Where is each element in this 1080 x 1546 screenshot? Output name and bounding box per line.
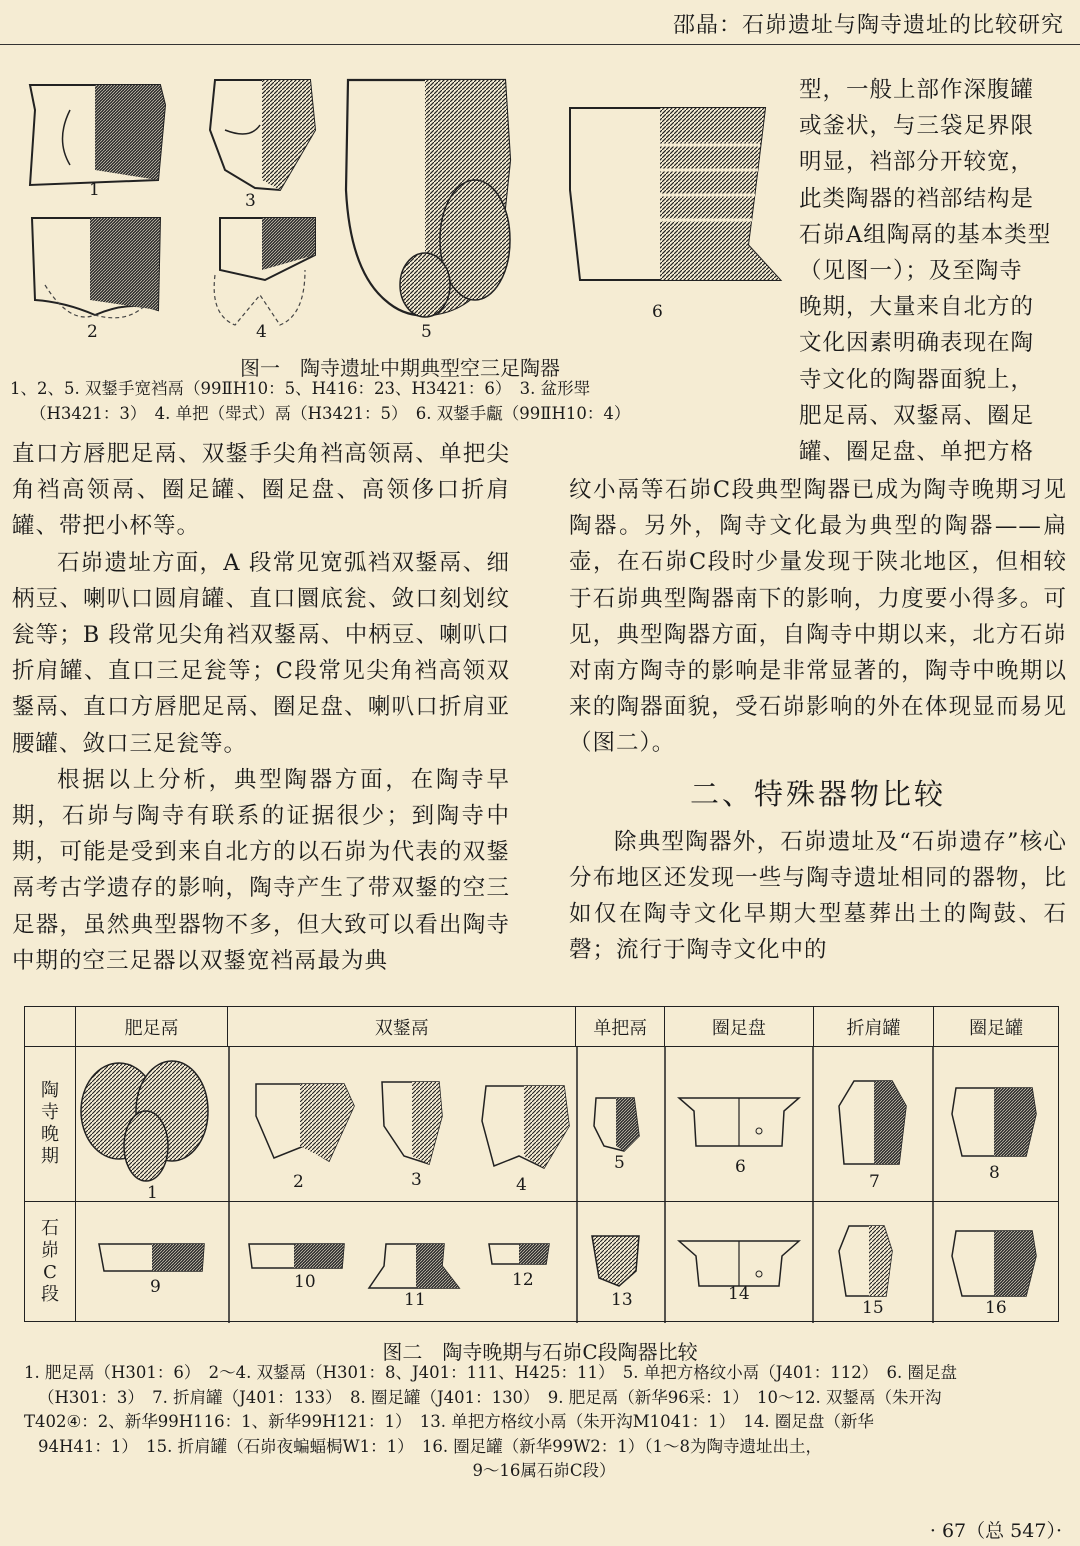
right-column (569, 472, 1067, 969)
table-num: 7 (869, 1172, 880, 1192)
table-num: 11 (404, 1290, 426, 1310)
left-column (12, 436, 510, 979)
vessel-4-drawing (214, 218, 315, 325)
table-num: 14 (728, 1284, 750, 1304)
table-num: 4 (516, 1175, 527, 1195)
figure2-note-line3: T402④：2、新华99H116：1、新华99H121：1） 13. 单把方格纹小鬲（朱开沟M1041：1） 14. 圈足盘（新华 (24, 1412, 874, 1431)
table-num: 15 (862, 1298, 884, 1318)
row-label-shimao (25, 1202, 76, 1322)
row-label-shimao-text: 石峁C段 (40, 1217, 59, 1305)
figure1-drawings (10, 70, 800, 350)
figure1-note-line2: （H3421：3） 4. 单把（斝式）鬲（H3421：5） 6. 双鋬手甗（99ⅡH10：4） (30, 403, 631, 423)
fig1-label-2: 2 (87, 322, 98, 342)
fig1-label-6: 6 (652, 302, 663, 322)
right-top-line-2: 或釜状，与三袋足界限 (799, 113, 1035, 140)
table-num: 3 (411, 1170, 422, 1190)
table-num: 16 (985, 1298, 1007, 1318)
right-top-line-3: 明显，裆部分开较宽， (799, 149, 1035, 176)
table-num: 10 (294, 1272, 316, 1292)
fig1-label-5: 5 (421, 322, 432, 342)
figure2-table (24, 1006, 1059, 1322)
left-para-1: 直口方唇肥足鬲、双鋬手尖角裆高领鬲、单把尖角裆高领鬲、圈足罐、圈足盘、高领侈口折肩罐、带把小杯等。 (12, 441, 510, 540)
right-top-line-1: 型，一般上部作深腹罐 (799, 77, 1035, 103)
page-number: · 67（总 547）· (929, 1520, 1062, 1542)
figure2-note-line1: 1. 肥足鬲（H301：6） 2～4. 双鋬鬲（H301：8、J401：111、H425：11） 5. 单把方格纹小鬲（J401：112） 6. 圈足盘 (24, 1363, 958, 1382)
right-top-line-7: 晚期，大量来自北方的 (799, 294, 1035, 321)
figure2-title: 图二 陶寺晚期与石峁C段陶器比较 (382, 1340, 698, 1364)
table-header: 折肩罐 (813, 1007, 934, 1047)
left-para-2: 石峁遗址方面，A 段常见宽弧裆双鋬鬲、细柄豆、喇叭口圆肩罐、直口圜底瓮、敛口刻划纹瓮等；B 段常见尖角裆双鋬鬲、中柄豆、喇叭口折肩罐、直口三足瓮等；C段常见尖角裆高领双鋬鬲、直口方唇肥足鬲、圈足盘、喇叭口折肩亚腰罐、敛口三足瓮等。 (12, 549, 510, 757)
table-num: 2 (293, 1172, 304, 1192)
vessel-6-drawing (570, 108, 780, 280)
table-num: 9 (150, 1277, 161, 1297)
vessel-5-drawing (346, 80, 510, 317)
row-taosi-cells (75, 1047, 1058, 1202)
table-num: 8 (989, 1163, 1000, 1183)
right-top-column (799, 72, 1067, 470)
right-para-1: 纹小鬲等石峁C段典型陶器已成为陶寺晚期习见陶器。另外，陶寺文化最为典型的陶器——扁壶，在石峁C段时少量发现于陕北地区，但相较于石峁典型陶器南下的影响，力度要小得多。可见，典型陶器方面，自陶寺中期以来，北方石峁对南方陶寺的影响是非常显著的，陶寺中晚期以来的陶器面貌，受石峁影响的外在体现显而易见（图二）。 (569, 477, 1067, 757)
figure2-note-line4: 94H41：1） 15. 折肩罐（石峁夜蝙蝠梮W1：1） 16. 圈足罐（新华99W2：1）（1～8为陶寺遗址出土， (38, 1436, 822, 1456)
table-header: 圈足罐 (934, 1007, 1059, 1047)
fig1-label-3: 3 (245, 191, 256, 211)
figure2-note-line2: （H301：3） 7. 折肩罐（J401：133） 8. 圈足罐（J401：130） 9. 肥足鬲（新华96采：1） 10～12. 双鋬鬲（朱开沟 (38, 1387, 942, 1407)
table-corner (25, 1007, 76, 1047)
table-num: 13 (611, 1290, 633, 1310)
figure1-note (10, 377, 800, 426)
table-header: 单把鬲 (576, 1007, 665, 1047)
fig1-label-4: 4 (256, 322, 267, 342)
header-title: 邵晶：石峁遗址与陶寺遗址的比较研究 (672, 13, 1064, 38)
right-top-line-5: 石峁A组陶鬲的基本类型 (799, 221, 1052, 248)
table-num: 5 (614, 1153, 625, 1173)
left-para-3: 根据以上分析，典型陶器方面，在陶寺早期，石峁与陶寺有联系的证据很少；到陶寺中期，可能是受到来自北方的以石峁为代表的双鋬鬲考古学遗存的影响，陶寺产生了带双鋬的空三足器，虽然典型器物不多，但大致可以看出陶寺中期的空三足器以双鋬宽裆鬲最为典 (12, 766, 510, 974)
figure2-note (24, 1361, 1064, 1484)
right-top-line-11: 罐、圈足盘、单把方格 (799, 439, 1035, 466)
vessel-1-drawing (30, 85, 165, 185)
right-top-line-9: 寺文化的陶器面貌上， (799, 366, 1035, 393)
vessel-2-drawing (32, 218, 160, 318)
table-header: 肥足鬲 (75, 1007, 228, 1047)
table-num: 12 (512, 1270, 534, 1290)
right-top-line-6: （见图一）；及至陶寺 (799, 258, 1023, 285)
right-top-line-8: 文化因素明确表现在陶 (799, 330, 1035, 357)
row-shimao-cells (75, 1202, 1058, 1322)
figure1-note-line1: 1、2、5. 双鋬手宽裆鬲（99ⅡH10：5、H416：23、H3421：6） 3. 盆形斝 (10, 379, 591, 398)
figure1-title: 图一 陶寺遗址中期典型空三足陶器 (240, 356, 560, 380)
figure2-note-line5: 9～16属石峁C段） (472, 1461, 616, 1480)
table-num: 6 (735, 1157, 746, 1177)
right-top-line-10: 肥足鬲、双鋬鬲、圈足 (799, 402, 1035, 429)
running-header (0, 0, 1080, 45)
table-num: 1 (147, 1183, 158, 1203)
table-header: 圈足盘 (665, 1007, 814, 1047)
row-label-taosi-text: 陶寺晚期 (40, 1080, 59, 1167)
table-header: 双鋬鬲 (228, 1007, 576, 1047)
vessel-3-drawing (210, 80, 315, 190)
fig1-label-1: 1 (89, 180, 100, 200)
section-title: 二、特殊器物比较 (689, 776, 946, 811)
row-label-taosi (25, 1047, 76, 1202)
right-top-line-4: 此类陶器的裆部结构是 (799, 185, 1035, 212)
right-para-2: 除典型陶器外，石峁遗址及“石峁遗存”核心分布地区还发现一些与陶寺遗址相同的器物，比如仅在陶寺文化早期大型墓葬出土的陶鼓、石磬；流行于陶寺文化中的 (569, 828, 1067, 964)
